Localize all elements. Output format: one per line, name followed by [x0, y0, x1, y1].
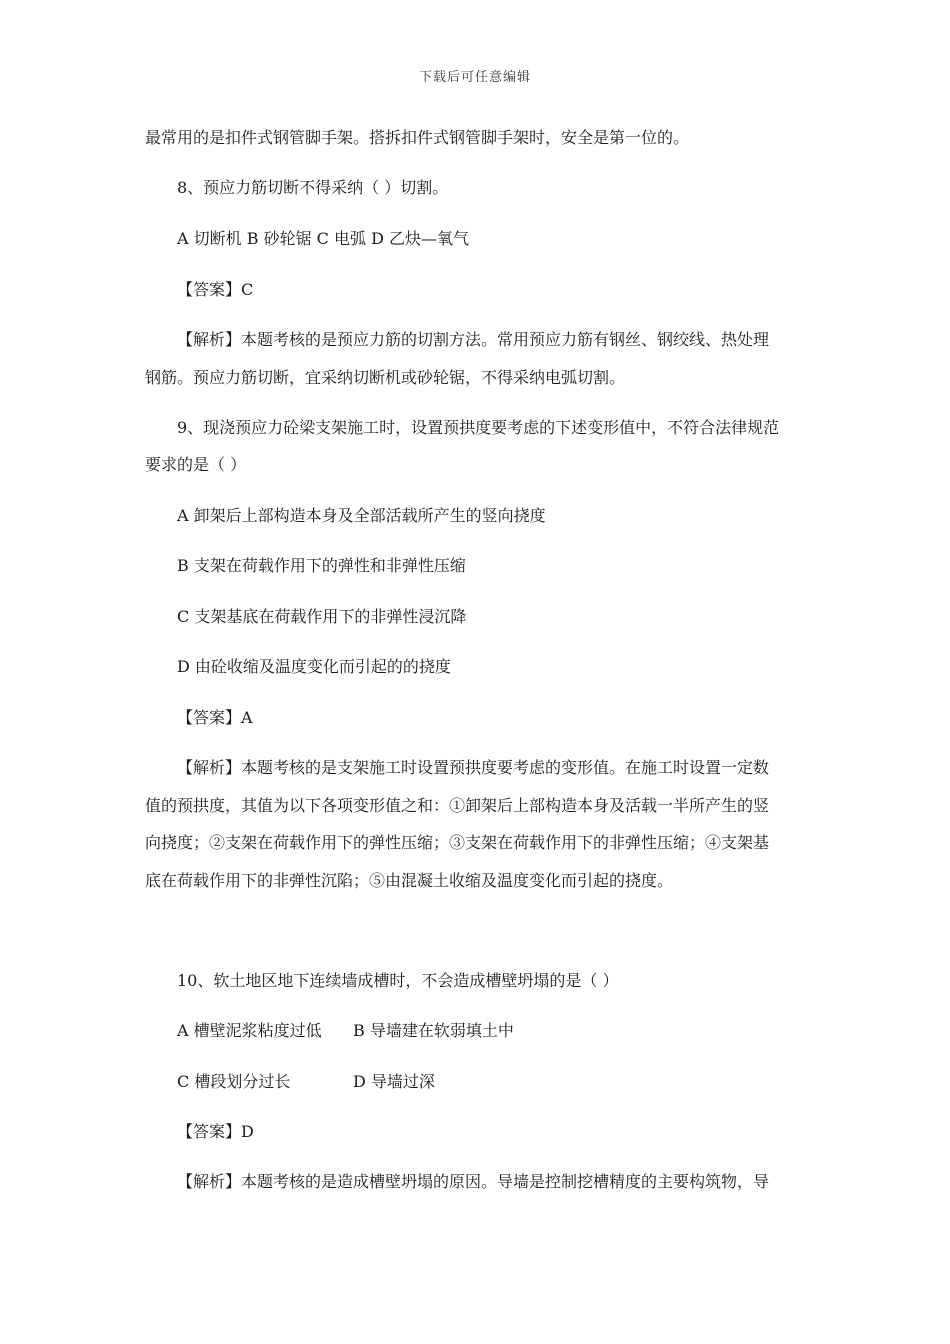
- question-10-option-d: D 导墙过深: [353, 1072, 435, 1091]
- analysis-10-line: 【解析】本题考核的是造成槽壁坍塌的原因。导墙是控制挖槽精度的主要构筑物，导: [177, 1172, 770, 1191]
- question-10-option-b: B 导墙建在软弱填土中: [353, 1021, 514, 1040]
- page-header: 下载后可任意编辑: [418, 70, 531, 85]
- paragraph-line: 最常用的是扣件式钢管脚手架。搭拆扣件式钢管脚手架时，安全是第一位的。: [145, 128, 690, 147]
- answer-10: 【答案】D: [177, 1122, 254, 1141]
- question-8: 8、预应力筋切断不得采纳（ ）切割。: [177, 178, 449, 197]
- analysis-9-line: 底在荷载作用下的非弹性沉陷；⑤由混凝土收缩及温度变化而引起的挠度。: [145, 871, 674, 890]
- question-9-continued: 要求的是（ ）: [145, 455, 247, 474]
- analysis-8-line: 钢筋。预应力筋切断，宜采纳切断机或砂轮锯，不得采纳电弧切割。: [145, 368, 626, 387]
- analysis-8-line: 【解析】本题考核的是预应力筋的切割方法。常用预应力筋有钢丝、钢绞线、热处理: [177, 330, 770, 349]
- question-8-options: A 切断机 B 砂轮锯 C 电弧 D 乙炔—氧气: [177, 229, 469, 248]
- question-9-option-a: A 卸架后上部构造本身及全部活载所产生的竖向挠度: [177, 506, 546, 525]
- question-9-option-b: B 支架在荷载作用下的弹性和非弹性压缩: [177, 556, 466, 575]
- analysis-9-line: 值的预拱度，其值为以下各项变形值之和：①卸架后上部构造本身及活载一半所产生的竖: [145, 796, 770, 815]
- question-10-option-a: A 槽壁泥浆粘度过低: [177, 1021, 322, 1040]
- analysis-9-line: 【解析】本题考核的是支架施工时设置预拱度要考虑的变形值。在施工时设置一定数: [177, 758, 770, 777]
- question-9-option-c: C 支架基底在荷载作用下的非弹性浸沉降: [177, 607, 467, 626]
- answer-8: 【答案】C: [177, 280, 254, 299]
- question-10: 10、软土地区地下连续墙成槽时，不会造成槽壁坍塌的是（ ）: [177, 971, 619, 990]
- answer-9: 【答案】A: [177, 708, 253, 727]
- question-10-option-c: C 槽段划分过长: [177, 1072, 291, 1091]
- question-9-option-d: D 由砼收缩及温度变化而引起的的挠度: [177, 657, 451, 676]
- analysis-9-line: 向挠度；②支架在荷载作用下的弹性压缩；③支架在荷载作用下的非弹性压缩；④支架基: [145, 833, 770, 852]
- question-9: 9、现浇预应力砼梁支架施工时，设置预拱度要考虑的下述变形值中，不符合法律规范: [177, 418, 780, 437]
